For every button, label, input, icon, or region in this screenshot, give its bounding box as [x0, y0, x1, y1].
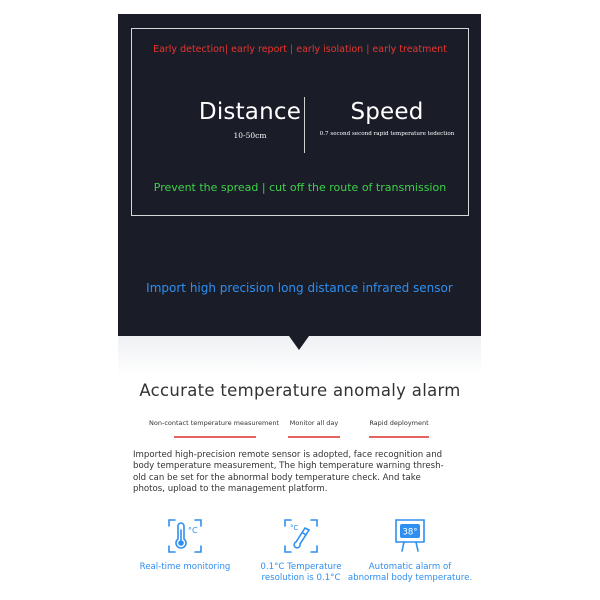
early-actions-line: Early detection| early report | early isolation | early treatment	[153, 44, 447, 55]
speed-block	[307, 99, 467, 137]
prevent-spread-line: Prevent the spread | cut off the route of transmission	[153, 181, 447, 194]
speed-title: Speed	[350, 99, 424, 125]
feature-alarm-label: Automatic alarm of abnormal body temperature.	[347, 562, 473, 583]
feature-alarm	[345, 518, 475, 584]
distance-title: Distance	[198, 99, 302, 125]
tag-non-contact-underline	[174, 436, 256, 438]
tag-monitor-all-day: Monitor all day	[289, 419, 339, 427]
banner-pointer	[289, 336, 309, 350]
svg-text:°C: °C	[290, 524, 299, 532]
temperature-alarm-icon	[392, 518, 428, 554]
info-frame	[131, 28, 469, 216]
tag-rapid-underline	[369, 436, 429, 438]
tag-rapid-deployment: Rapid deployment	[369, 419, 429, 427]
metric-divider	[304, 97, 305, 153]
distance-block	[196, 99, 304, 140]
tag-non-contact: Non-contact temperature measurement	[149, 419, 279, 427]
precision-thermometer-icon	[283, 518, 319, 554]
section-description: Imported high-precision remote sensor is adopted, face recognition and body temperature measurement, The high temperature warning thresh- old can be set for the abnormal body temperature check. And take photos, upload to the management platform.	[133, 450, 444, 495]
svg-text:°C: °C	[188, 526, 198, 535]
sensor-tagline: Import high precision long distance infrared sensor	[146, 281, 453, 295]
thermometer-celsius-icon	[167, 518, 203, 554]
speed-value: 0.7 second second rapid temperature tedection	[319, 131, 455, 137]
tag-monitor-underline	[288, 436, 340, 438]
feature-resolution-label: 0.1°C Temperature resolution is 0.1°C	[260, 562, 342, 583]
feature-realtime	[120, 518, 250, 573]
alarm-badge-text: 38°	[402, 527, 418, 538]
distance-value: 10-50cm	[233, 131, 267, 140]
hero-banner	[118, 14, 481, 336]
feature-realtime-label: Real-time monitoring	[139, 562, 231, 572]
section-heading: Accurate temperature anomaly alarm	[139, 381, 461, 400]
